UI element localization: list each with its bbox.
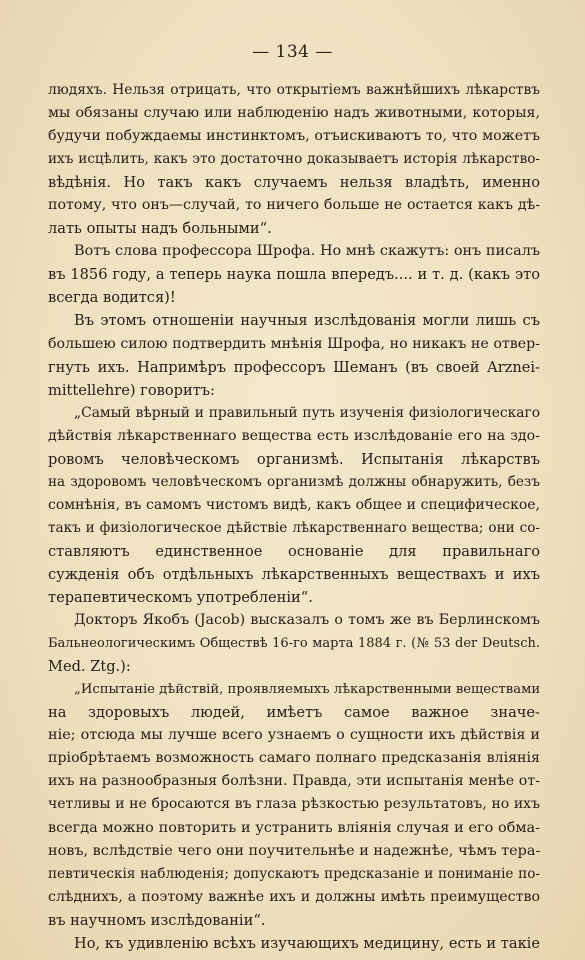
text-line: такъ и физіологическое дѣйствіе лѣкарственнаго вещества; они со- [48,519,540,536]
text-line: вѣдѣнія. Но такъ какъ случаемъ нельзя владѣть, именно [48,174,540,192]
text-line: ихъ исцѣлить, какъ это достаточно доказываетъ исторія лѣкарство- [48,151,540,168]
text-line: Med. Ztg.): [48,658,131,676]
text-line: дѣйствія лѣкарственнаго вещества есть изслѣдованіе его на здо- [48,427,540,444]
text-line: ихъ на разнообразныя болѣзни. Правда, эти испытанія менѣе от- [48,773,540,790]
text-line: четливы и не бросаются въ глаза рѣзкостью результатовъ, но ихъ [48,796,540,813]
text-line: людяхъ. Нельзя отрицать, что открытіемъ важнѣйшихъ лѣкарствъ [48,82,540,98]
text-line: будучи побуждаемы инстинктомъ, отъискиваютъ то, что можетъ [48,128,540,145]
text-line: сомнѣнія, въ самомъ чистомъ видѣ, какъ общее и специфическое, [48,496,540,513]
text-line: „Испытаніе дѣйствій, проявляемыхъ лѣкарственными веществами [74,682,540,698]
text-line: въ научномъ изслѣдованіи“. [48,911,266,929]
text-line: Бальнеологическимъ Обществѣ 16-го марта 1884 г. (№ 53 der Deutsch. [48,636,540,652]
text-line: mittellehre) говоритъ: [48,381,215,399]
text-line: Но, къ удивленію всѣхъ изучающихъ медицину, есть и такіе [74,934,540,952]
text-line: на здоровыхъ людей, имѣетъ самое важное значе- [48,704,540,722]
text-line: Докторъ Якобъ (Jacob) высказалъ о томъ же въ Берлинскомъ [74,612,540,629]
text-line: „Самый вѣрный и правильный путь изученія физіологическаго [74,404,540,421]
text-line: потому, что онъ—случай, то ничего больше не остается какъ дѣ- [48,197,540,214]
text-line: ніе; отсюда мы лучше всего узнаемъ о сущности ихъ дѣйствія и [48,727,540,744]
text-line: Въ этомъ отношеніи научныя изслѣдованія могли лишь съ [74,312,540,330]
text-line: новъ, вслѣдствіе чего они поучительнѣе и надежнѣе, чѣмъ тера- [48,842,540,859]
text-line: всегда можно повторить и устранить вліянія случая и его обма- [48,819,540,836]
text-line: большею силою подтвердить мнѣнія Шрофа, но никакъ не отвер- [48,335,540,352]
page-text [48,79,540,955]
text-line: Вотъ слова профессора Шрофа. Но мнѣ скажутъ: онъ писалъ [74,243,540,260]
text-line: слѣднихъ, а поэтому важнѣе ихъ и должны имѣть преимущество [48,888,540,905]
text-line: гнуть ихъ. Напримѣръ профессоръ Шеманъ (въ своей Arznei- [48,358,540,376]
text-line: мы обязаны случаю или наблюденію надъ животными, которыя, [48,105,540,122]
text-line: пріобрѣтаемъ возможность самаго полнаго предсказанія вліянія [48,750,540,767]
page-number: — 134 — [252,42,333,62]
text-line: ровомъ человѣческомъ организмѣ. Испытанія лѣкарствъ [48,450,540,468]
text-line: терапевтическомъ употребленіи“. [48,589,313,607]
text-line: сужденія объ отдѣльныхъ лѣкарственныхъ веществахъ и ихъ [48,565,540,583]
text-line: всегда водится)! [48,289,176,307]
text-line: лать опыты надъ больными“. [48,220,272,238]
text-line: певтическія наблюденія; допускаютъ предсказаніе и пониманіе по- [48,865,540,882]
text-line: на здоровомъ человѣческомъ организмѣ должны обнаружить, безъ [48,473,540,490]
text-line: ставляютъ единственное основаніе для правильнаго [48,542,540,560]
text-line: въ 1856 году, а теперь наука пошла впередъ.... и т. д. (какъ это [48,266,540,284]
